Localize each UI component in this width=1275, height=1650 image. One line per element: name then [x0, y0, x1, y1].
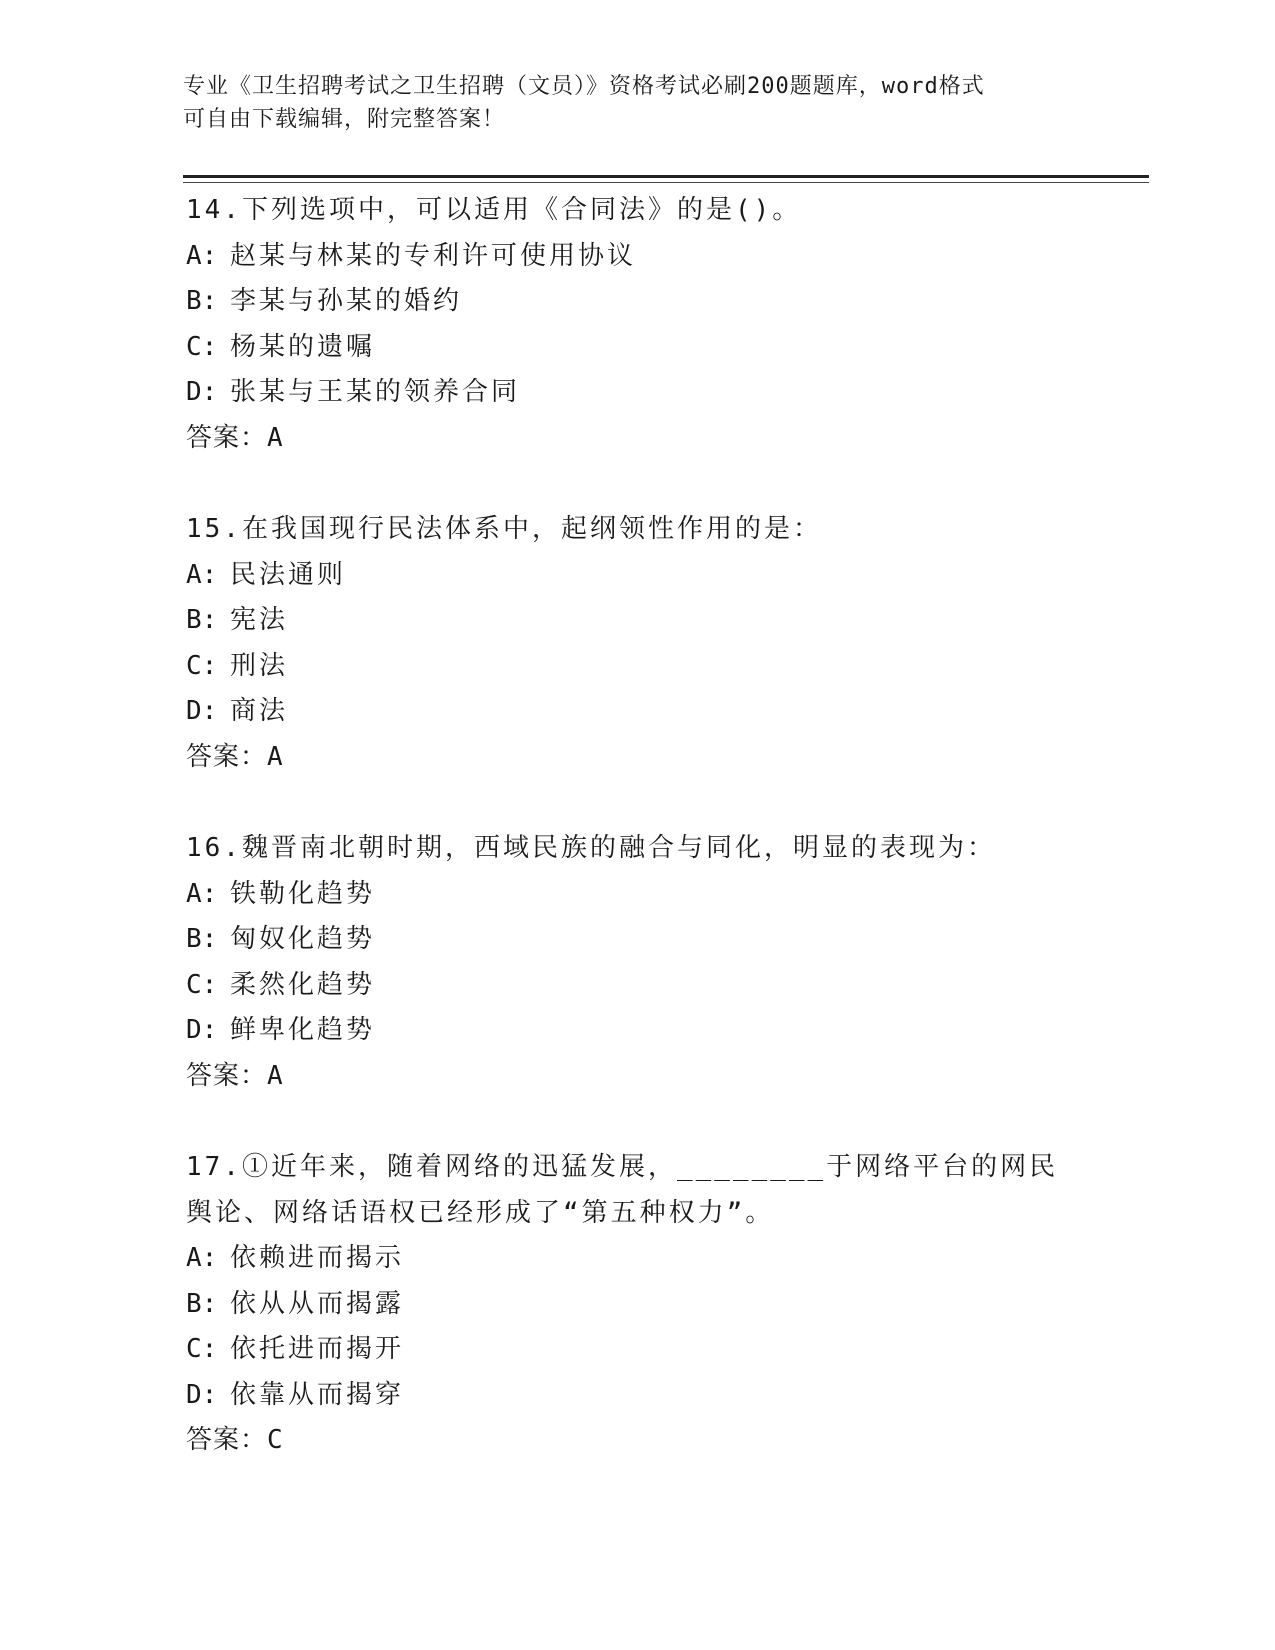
answer-label: 答案：	[186, 1060, 268, 1091]
option-label: C:	[186, 969, 218, 1000]
header-line-1: 专业《卫生招聘考试之卫生招聘（文员）》资格考试必刷200题题库，word格式	[183, 74, 985, 99]
option-text: 依靠从而揭穿	[230, 1379, 405, 1410]
option-text: 鲜卑化趋势	[230, 1015, 376, 1045]
option-a	[186, 872, 1146, 918]
option-b	[186, 1282, 1146, 1328]
option-b	[186, 279, 1146, 325]
answer-label: 答案：	[186, 741, 268, 772]
option-label: B:	[186, 286, 218, 316]
option-text: 依托进而揭开	[230, 1334, 405, 1364]
answer-value: C	[267, 1425, 284, 1455]
option-text: 宪法	[230, 605, 289, 635]
option-c	[186, 325, 1146, 371]
question-stem: 17.①近年来，随着网络的迅猛发展，________于网络平台的网民舆论、网络话语权已经形成了“第五种权力”。	[186, 1152, 1059, 1228]
question-14	[186, 188, 1146, 461]
option-d	[186, 1008, 1146, 1054]
option-text: 张某与王某的领养合同	[230, 377, 521, 407]
header-divider-thick	[183, 175, 1149, 178]
answer-line	[186, 1054, 1146, 1100]
question-16	[186, 826, 1146, 1099]
answer-line	[186, 735, 1146, 781]
option-label: B:	[186, 605, 218, 635]
option-label: A:	[186, 1243, 218, 1273]
option-text: 李某与孙某的婚约	[230, 286, 463, 316]
option-c	[186, 644, 1146, 690]
option-c	[186, 1327, 1146, 1373]
answer-line	[186, 416, 1146, 462]
answer-value: A	[267, 741, 284, 772]
option-text: 铁勒化趋势	[230, 878, 376, 909]
question-17	[186, 1145, 1146, 1464]
question-list	[186, 188, 1146, 1510]
option-text: 依从从而揭露	[230, 1288, 405, 1319]
document-header	[183, 70, 1083, 136]
question-stem: 16.魏晋南北朝时期，西域民族的融合与同化，明显的表现为：	[186, 833, 996, 863]
answer-line	[186, 1418, 1146, 1464]
option-text: 依赖进而揭示	[230, 1243, 405, 1273]
option-a	[186, 234, 1146, 280]
option-label: D:	[186, 1015, 218, 1045]
option-text: 赵某与林某的专利许可使用协议	[230, 240, 637, 271]
option-label: B:	[186, 1288, 218, 1319]
option-label: B:	[186, 924, 218, 954]
answer-value: A	[267, 1060, 284, 1091]
option-b	[186, 598, 1146, 644]
option-a	[186, 1236, 1146, 1282]
option-label: C:	[186, 1334, 218, 1364]
answer-label: 答案：	[186, 422, 268, 453]
option-label: A:	[186, 878, 218, 909]
option-text: 柔然化趋势	[230, 969, 376, 1000]
answer-value: A	[267, 422, 284, 453]
option-d	[186, 370, 1146, 416]
option-label: A:	[186, 240, 218, 271]
option-d	[186, 689, 1146, 735]
option-text: 民法通则	[230, 559, 347, 590]
option-a	[186, 553, 1146, 599]
option-label: C:	[186, 650, 218, 681]
question-stem: 14.下列选项中，可以适用《合同法》的是()。	[186, 195, 802, 225]
option-d	[186, 1373, 1146, 1419]
option-label: D:	[186, 377, 218, 407]
question-stem: 15.在我国现行民法体系中，起纲领性作用的是：	[186, 514, 822, 544]
option-label: D:	[186, 1379, 218, 1410]
option-text: 商法	[230, 696, 289, 726]
option-c	[186, 963, 1146, 1009]
option-b	[186, 917, 1146, 963]
option-label: C:	[186, 331, 218, 362]
option-label: D:	[186, 696, 218, 726]
header-line-2: 可自由下载编辑，附完整答案！	[183, 107, 506, 132]
answer-label: 答案：	[186, 1425, 268, 1455]
option-text: 杨某的遗嘱	[230, 331, 376, 362]
header-divider-thin	[183, 182, 1149, 183]
question-15	[186, 507, 1146, 780]
option-text: 匈奴化趋势	[230, 924, 376, 954]
option-label: A:	[186, 559, 218, 590]
option-text: 刑法	[230, 650, 289, 681]
